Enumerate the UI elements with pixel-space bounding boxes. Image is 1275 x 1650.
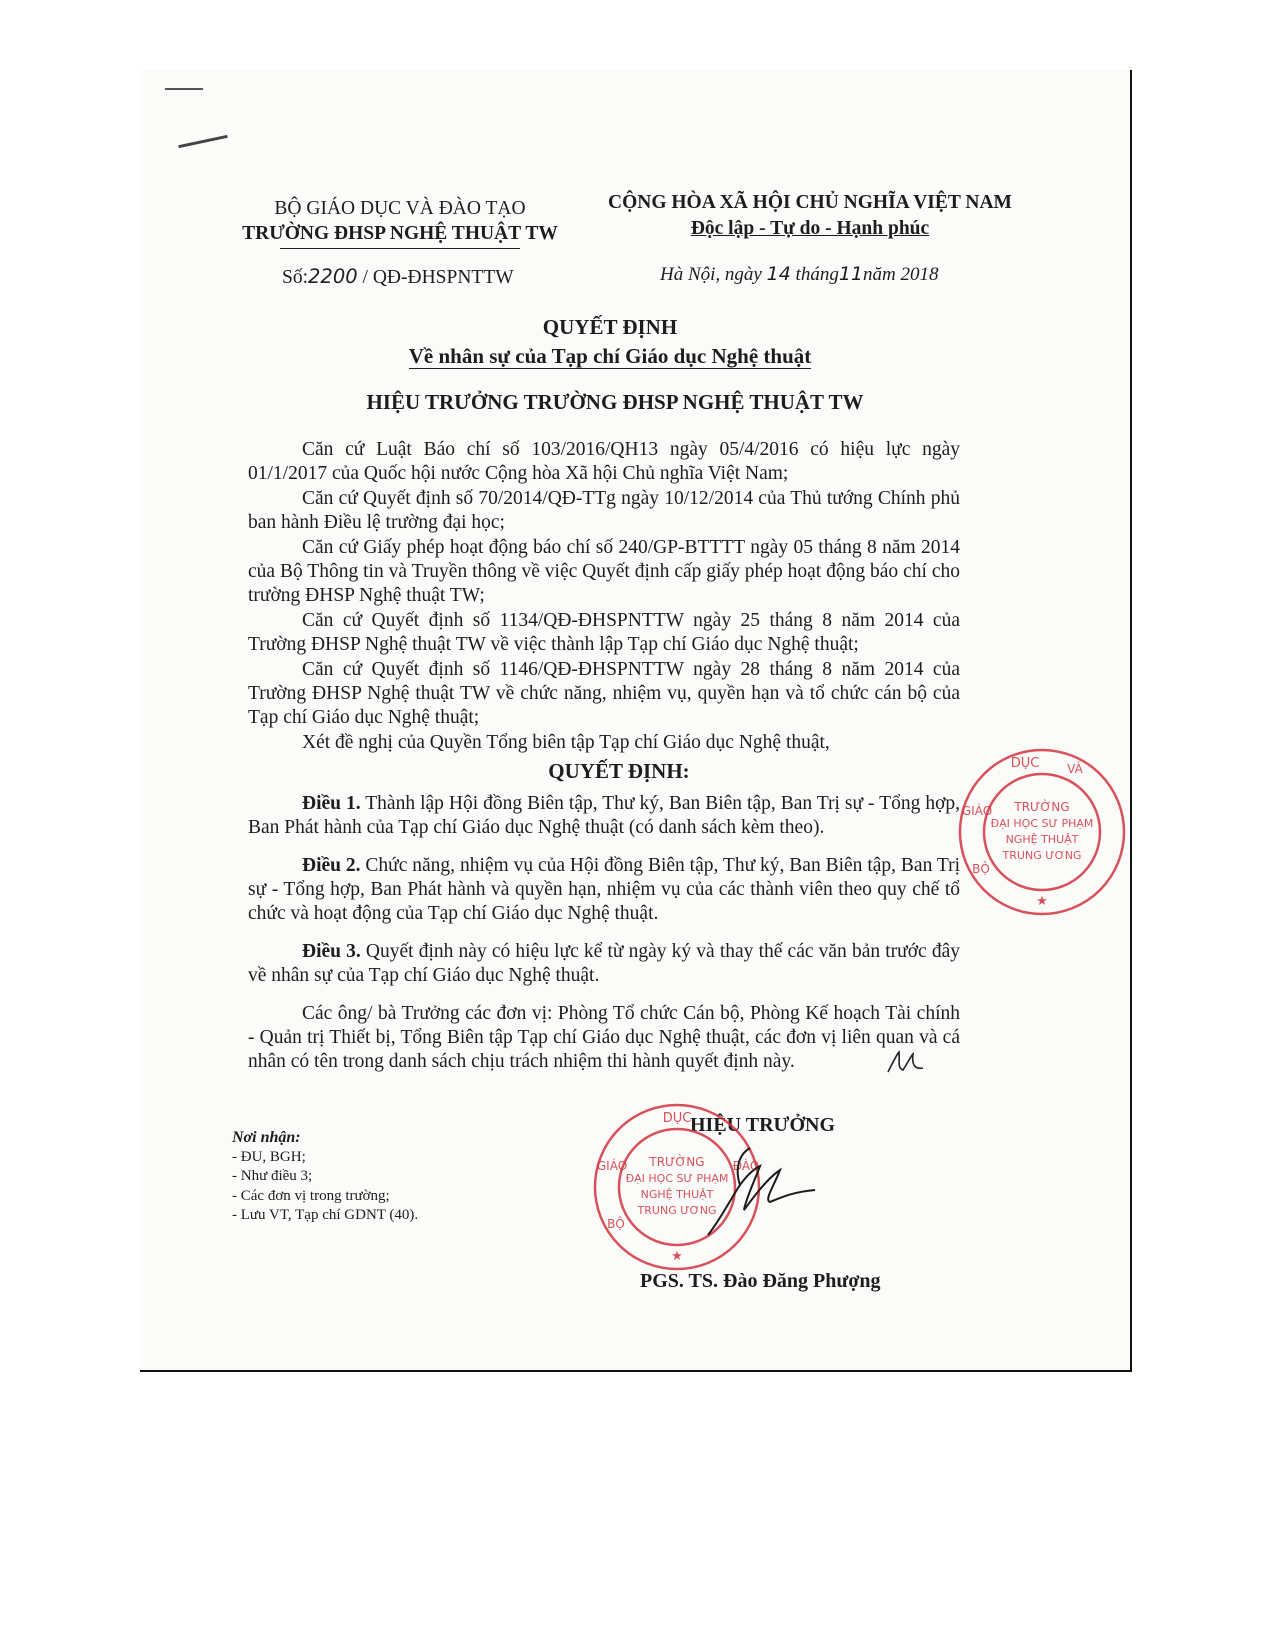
svg-text:GIÁO: GIÁO [961,804,993,818]
title-line: QUYẾT ĐỊNH [542,315,678,339]
divider [280,248,520,249]
document-title [330,313,890,371]
svg-text:NGHỆ THUẬT: NGHỆ THUẬT [1005,833,1079,846]
basis-paragraph: Căn cứ Luật Báo chí số 103/2016/QH13 ngày 05/4/2016 có hiệu lực ngày 01/1/2017 của Quốc hội nước Cộng hòa Xã hội Chủ nghĩa Việt Nam; [248,439,960,485]
svg-text:NGHỆ THUẬT: NGHỆ THUẬT [640,1188,714,1201]
issuer-block [210,196,590,249]
article-text: Thành lập Hội đồng Biên tập, Thư ký, Ban Biên tập, Ban Trị sự - Tổng hợp, Ban Phát hành của Tạp chí Giáo dục Nghệ thuật (có danh sách kèm theo). [248,792,961,839]
svg-text:TRUNG ƯƠNG: TRUNG ƯƠNG [1002,849,1082,862]
month-handwritten: 11 [838,263,864,285]
svg-text:TRƯỜNG: TRƯỜNG [649,1155,705,1169]
svg-text:ĐẠI HỌC SƯ PHẠM: ĐẠI HỌC SƯ PHẠM [990,817,1094,830]
article-label: Điều 2. [302,854,361,876]
doc-number-handwritten: 2200 [308,265,358,288]
closing-paragraph: Các ông/ bà Trưởng các đơn vị: Phòng Tổ chức Cán bộ, Phòng Kế hoạch Tài chính - Quản trị Thiết bị, Tổng Biên tập Tạp chí Giáo dục Nghệ thuật, các đơn vị liên quan và cá nhân có tên trong danh sách chịu trách nhiệm thi hành quyết định này. [248,1002,960,1073]
article-label: Điều 3. [302,940,361,962]
recipients-heading: Nơi nhận: [232,1129,301,1146]
handwritten-initial [885,1048,925,1078]
article-text: Chức năng, nhiệm vụ của Hội đồng Biên tập, Thư ký, Ban Biên tập, Ban Trị sự - Tổng hợp, Ban Phát hành và quyền hạn, nhiệm vụ của các thành viên theo quy chế tổ chức và hoạt động của Tạp chí Giáo dục Nghệ thuật. [248,854,960,925]
document-body [248,438,960,1075]
decision-heading: QUYẾT ĐỊNH: [548,759,690,784]
official-seal [955,745,1130,920]
scan-mark [165,88,203,90]
month-label: tháng [795,264,839,285]
recipient-item: - Lưu VT, Tạp chí GDNT (40). [232,1207,419,1223]
recipient-item: - Các đơn vị trong trường; [232,1187,390,1204]
basis-paragraph: Căn cứ Quyết định số 70/2014/QĐ-TTg ngày 10/12/2014 của Thủ tướng Chính phủ ban hành Điều lệ trường đại học; [248,487,960,534]
signature-scribble [700,1140,820,1250]
svg-text:TRƯỜNG: TRƯỜNG [1014,800,1070,814]
issuing-authority: HIỆU TRƯỞNG TRƯỜNG ĐHSP NGHỆ THUẬT TW [366,390,864,414]
recipient-item: - ĐU, BGH; [232,1148,306,1165]
year-label: năm 2018 [863,264,939,285]
national-motto: Độc lập - Tự do - Hạnh phúc [690,218,930,239]
place-prefix: Hà Nội, ngày [660,264,762,285]
svg-text:DỤC: DỤC [662,1111,692,1126]
svg-text:★: ★ [1036,894,1048,909]
recipients-block [232,1128,418,1226]
signatory-name: PGS. TS. Đào Đăng Phượng [640,1270,881,1292]
svg-text:ĐẠI HỌC SƯ PHẠM: ĐẠI HỌC SƯ PHẠM [625,1172,729,1185]
document-number [282,265,514,289]
basis-paragraph: Căn cứ Quyết định số 1146/QĐ-ĐHSPNTTW ngày 28 tháng 8 năm 2014 của Trường ĐHSP Nghệ thuật TW về chức năng, nhiệm vụ, quyền hạn và tổ chức cán bộ của Tạp chí Giáo dục Nghệ thuật; [248,658,960,729]
recipient-item: - Như điều 3; [232,1168,313,1184]
article-text: Quyết định này có hiệu lực kể từ ngày ký và thay thế các văn bản trước đây về nhân sự của Tạp chí Giáo dục Nghệ thuật. [248,940,961,987]
doc-number-prefix: Số: [282,267,309,288]
signatory-title: HIỆU TRƯỞNG [690,1114,836,1136]
svg-text:BỘ: BỘ [607,1217,625,1231]
ministry-name: BỘ GIÁO DỤC VÀ ĐÀO TẠO [274,198,526,219]
doc-number-suffix: / QĐ-ĐHSPNTTW [362,267,514,288]
article-2 [248,854,960,927]
article-1 [248,792,960,841]
school-name: TRƯỜNG ĐHSP NGHỆ THUẬT TW [242,223,558,244]
svg-text:VÀ: VÀ [1067,762,1083,776]
svg-text:ĐÀO: ĐÀO [732,1159,760,1173]
national-header [600,190,1020,242]
svg-text:DỤC: DỤC [1010,756,1040,771]
basis-paragraph: Căn cứ Giấy phép hoạt động báo chí số 240/GP-BTTTT ngày 05 tháng 8 năm 2014 của Bộ Thông tin và Truyền thông về việc Quyết định cấp giấy phép hoạt động báo chí cho trường ĐHSP Nghệ thuật TW; [248,536,960,607]
place-date [660,263,939,286]
svg-text:★: ★ [671,1249,683,1264]
svg-text:BỘ: BỘ [972,862,990,876]
basis-paragraph: Căn cứ Quyết định số 1134/QĐ-ĐHSPNTTW ngày 25 tháng 8 năm 2014 của Trường ĐHSP Nghệ thuật TW về việc thành lập Tạp chí Giáo dục Nghệ thuật; [248,609,960,656]
article-label: Điều 1. [302,792,361,814]
basis-paragraph: Xét đề nghị của Quyền Tổng biên tập Tạp chí Giáo dục Nghệ thuật, [302,731,830,753]
svg-text:GIÁO: GIÁO [596,1159,628,1173]
subject-line: Về nhân sự của Tạp chí Giáo dục Nghệ thuật [408,344,812,368]
country-name: CỘNG HÒA XÃ HỘI CHỦ NGHĨA VIỆT NAM [608,192,1012,213]
article-3 [248,940,960,989]
day-handwritten: 14 [766,263,791,285]
svg-text:TRUNG ƯƠNG: TRUNG ƯƠNG [637,1204,717,1217]
